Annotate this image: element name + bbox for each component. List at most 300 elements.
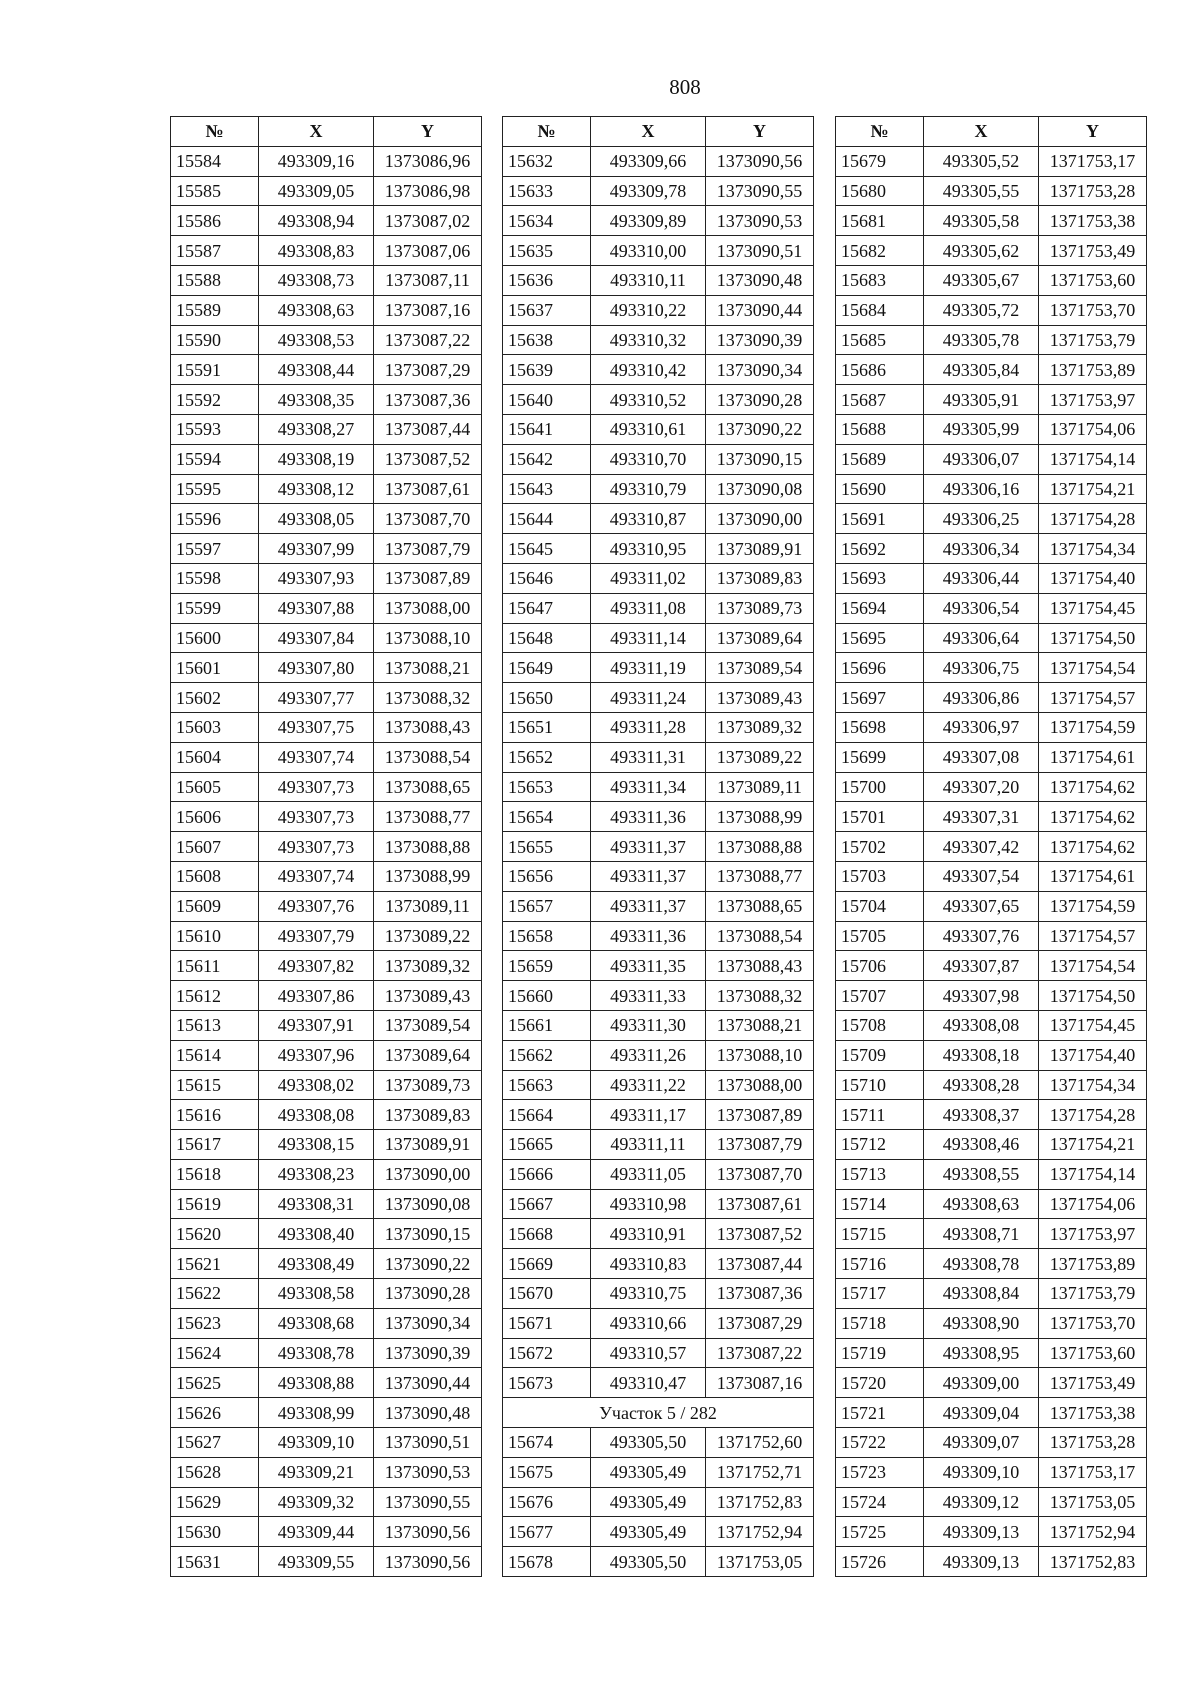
table-row <box>171 1249 482 1279</box>
x-coordinate-cell: 493306,44 <box>924 563 1039 593</box>
point-number-cell: 15634 <box>503 206 591 236</box>
y-coordinate-cell: 1373089,54 <box>706 653 814 683</box>
y-coordinate-cell: 1373087,79 <box>374 534 482 564</box>
point-number-cell: 15698 <box>836 712 924 742</box>
x-coordinate-cell: 493307,76 <box>259 891 374 921</box>
table-row <box>836 295 1147 325</box>
y-coordinate-cell: 1371754,14 <box>1039 444 1147 474</box>
point-number-cell: 15719 <box>836 1338 924 1368</box>
y-coordinate-cell: 1371752,71 <box>706 1457 814 1487</box>
point-number-cell: 15711 <box>836 1100 924 1130</box>
point-number-cell: 15589 <box>171 295 259 325</box>
table-row <box>836 176 1147 206</box>
y-coordinate-cell: 1373088,32 <box>706 981 814 1011</box>
x-coordinate-cell: 493308,55 <box>924 1159 1039 1189</box>
point-number-cell: 15716 <box>836 1249 924 1279</box>
x-coordinate-cell: 493305,91 <box>924 385 1039 415</box>
table-row <box>503 742 814 772</box>
y-coordinate-cell: 1373087,22 <box>706 1338 814 1368</box>
x-coordinate-cell: 493308,78 <box>259 1338 374 1368</box>
point-number-cell: 15678 <box>503 1547 591 1577</box>
y-coordinate-cell: 1373088,54 <box>374 742 482 772</box>
point-number-cell: 15657 <box>503 891 591 921</box>
point-number-cell: 15642 <box>503 444 591 474</box>
y-coordinate-cell: 1371754,34 <box>1039 534 1147 564</box>
x-coordinate-cell: 493308,15 <box>259 1130 374 1160</box>
x-coordinate-cell: 493310,42 <box>591 355 706 385</box>
x-coordinate-cell: 493308,08 <box>924 1010 1039 1040</box>
y-coordinate-cell: 1373089,64 <box>374 1040 482 1070</box>
x-coordinate-cell: 493306,07 <box>924 444 1039 474</box>
x-coordinate-cell: 493309,16 <box>259 146 374 176</box>
x-coordinate-cell: 493311,36 <box>591 802 706 832</box>
table-row <box>171 295 482 325</box>
x-coordinate-cell: 493307,20 <box>924 772 1039 802</box>
table-row <box>836 593 1147 623</box>
y-coordinate-cell: 1373087,70 <box>374 504 482 534</box>
point-number-cell: 15688 <box>836 414 924 444</box>
point-number-cell: 15721 <box>836 1398 924 1428</box>
table-row <box>171 1010 482 1040</box>
point-number-cell: 15696 <box>836 653 924 683</box>
x-coordinate-cell: 493308,68 <box>259 1308 374 1338</box>
x-coordinate-cell: 493307,79 <box>259 921 374 951</box>
page-number: 808 <box>669 75 701 99</box>
y-coordinate-cell: 1371753,17 <box>1039 1457 1147 1487</box>
x-coordinate-cell: 493308,46 <box>924 1130 1039 1160</box>
y-coordinate-cell: 1373089,73 <box>374 1070 482 1100</box>
x-coordinate-cell: 493311,19 <box>591 653 706 683</box>
point-number-cell: 15646 <box>503 563 591 593</box>
table-row <box>836 861 1147 891</box>
table-row <box>171 1547 482 1577</box>
x-coordinate-cell: 493307,65 <box>924 891 1039 921</box>
y-coordinate-cell: 1373090,44 <box>374 1368 482 1398</box>
y-coordinate-cell: 1373089,11 <box>374 891 482 921</box>
x-coordinate-cell: 493305,72 <box>924 295 1039 325</box>
x-coordinate-cell: 493310,47 <box>591 1368 706 1398</box>
x-coordinate-cell: 493310,91 <box>591 1219 706 1249</box>
point-number-cell: 15613 <box>171 1010 259 1040</box>
table-row <box>503 176 814 206</box>
table-row <box>171 385 482 415</box>
y-coordinate-cell: 1373088,65 <box>706 891 814 921</box>
x-coordinate-cell: 493307,82 <box>259 951 374 981</box>
y-coordinate-cell: 1373089,64 <box>706 623 814 653</box>
point-number-cell: 15599 <box>171 593 259 623</box>
point-number-cell: 15622 <box>171 1279 259 1309</box>
x-coordinate-cell: 493311,37 <box>591 891 706 921</box>
point-number-cell: 15666 <box>503 1159 591 1189</box>
x-coordinate-cell: 493308,37 <box>924 1100 1039 1130</box>
x-coordinate-cell: 493307,42 <box>924 832 1039 862</box>
x-coordinate-cell: 493305,49 <box>591 1487 706 1517</box>
table-row <box>836 1547 1147 1577</box>
x-coordinate-cell: 493308,19 <box>259 444 374 474</box>
x-coordinate-cell: 493307,77 <box>259 683 374 713</box>
point-number-cell: 15650 <box>503 683 591 713</box>
table-row <box>503 951 814 981</box>
point-number-cell: 15689 <box>836 444 924 474</box>
x-coordinate-cell: 493311,17 <box>591 1100 706 1130</box>
x-coordinate-cell: 493310,75 <box>591 1279 706 1309</box>
y-coordinate-cell: 1373087,52 <box>374 444 482 474</box>
y-coordinate-cell: 1371753,49 <box>1039 236 1147 266</box>
table-row <box>171 1130 482 1160</box>
table-row <box>836 981 1147 1011</box>
x-coordinate-cell: 493308,27 <box>259 414 374 444</box>
y-coordinate-cell: 1371754,45 <box>1039 1010 1147 1040</box>
point-number-cell: 15701 <box>836 802 924 832</box>
x-coordinate-cell: 493307,74 <box>259 742 374 772</box>
x-coordinate-cell: 493307,80 <box>259 653 374 683</box>
table-row <box>836 534 1147 564</box>
table-row <box>171 474 482 504</box>
table-row <box>503 1040 814 1070</box>
table-row <box>503 1368 814 1398</box>
y-coordinate-cell: 1373087,02 <box>374 206 482 236</box>
table-row <box>503 1428 814 1458</box>
point-number-cell: 15673 <box>503 1368 591 1398</box>
table-row <box>836 1517 1147 1547</box>
table-row <box>171 623 482 653</box>
x-coordinate-cell: 493308,63 <box>259 295 374 325</box>
y-coordinate-cell: 1371753,79 <box>1039 325 1147 355</box>
table-row <box>171 593 482 623</box>
x-coordinate-cell: 493311,36 <box>591 921 706 951</box>
table-row <box>171 236 482 266</box>
table-row <box>171 1159 482 1189</box>
table-row <box>503 921 814 951</box>
header-y: Y <box>1039 117 1147 147</box>
y-coordinate-cell: 1371753,38 <box>1039 1398 1147 1428</box>
y-coordinate-cell: 1371754,61 <box>1039 742 1147 772</box>
x-coordinate-cell: 493311,35 <box>591 951 706 981</box>
x-coordinate-cell: 493308,63 <box>924 1189 1039 1219</box>
table-row <box>836 623 1147 653</box>
table-row <box>171 1308 482 1338</box>
point-number-cell: 15585 <box>171 176 259 206</box>
x-coordinate-cell: 493307,73 <box>259 802 374 832</box>
x-coordinate-cell: 493311,24 <box>591 683 706 713</box>
y-coordinate-cell: 1371754,28 <box>1039 504 1147 534</box>
point-number-cell: 15662 <box>503 1040 591 1070</box>
y-coordinate-cell: 1373087,89 <box>706 1100 814 1130</box>
y-coordinate-cell: 1373089,91 <box>374 1130 482 1160</box>
point-number-cell: 15637 <box>503 295 591 325</box>
y-coordinate-cell: 1371754,28 <box>1039 1100 1147 1130</box>
x-coordinate-cell: 493310,52 <box>591 385 706 415</box>
table-row <box>503 325 814 355</box>
x-coordinate-cell: 493307,31 <box>924 802 1039 832</box>
x-coordinate-cell: 493306,75 <box>924 653 1039 683</box>
table-row <box>503 1457 814 1487</box>
y-coordinate-cell: 1373088,32 <box>374 683 482 713</box>
y-coordinate-cell: 1371754,62 <box>1039 772 1147 802</box>
table-row <box>171 653 482 683</box>
y-coordinate-cell: 1373087,70 <box>706 1159 814 1189</box>
y-coordinate-cell: 1373088,88 <box>706 832 814 862</box>
x-coordinate-cell: 493306,54 <box>924 593 1039 623</box>
point-number-cell: 15625 <box>171 1368 259 1398</box>
table-row <box>171 1368 482 1398</box>
x-coordinate-cell: 493309,66 <box>591 146 706 176</box>
point-number-cell: 15687 <box>836 385 924 415</box>
point-number-cell: 15694 <box>836 593 924 623</box>
x-coordinate-cell: 493305,55 <box>924 176 1039 206</box>
table-row <box>503 802 814 832</box>
point-number-cell: 15616 <box>171 1100 259 1130</box>
y-coordinate-cell: 1373087,29 <box>374 355 482 385</box>
table-row <box>836 325 1147 355</box>
x-coordinate-cell: 493311,37 <box>591 832 706 862</box>
table-row <box>836 921 1147 951</box>
table-row <box>836 206 1147 236</box>
y-coordinate-cell: 1371754,57 <box>1039 921 1147 951</box>
y-coordinate-cell: 1371753,49 <box>1039 1368 1147 1398</box>
table-row <box>503 1487 814 1517</box>
table-row <box>171 1428 482 1458</box>
x-coordinate-cell: 493307,96 <box>259 1040 374 1070</box>
y-coordinate-cell: 1371754,40 <box>1039 563 1147 593</box>
y-coordinate-cell: 1373090,55 <box>706 176 814 206</box>
point-number-cell: 15670 <box>503 1279 591 1309</box>
table-row <box>836 265 1147 295</box>
x-coordinate-cell: 493307,75 <box>259 712 374 742</box>
y-coordinate-cell: 1373090,34 <box>706 355 814 385</box>
x-coordinate-cell: 493311,05 <box>591 1159 706 1189</box>
point-number-cell: 15656 <box>503 861 591 891</box>
point-number-cell: 15610 <box>171 921 259 951</box>
y-coordinate-cell: 1371753,28 <box>1039 176 1147 206</box>
header-row <box>503 117 814 147</box>
point-number-cell: 15671 <box>503 1308 591 1338</box>
point-number-cell: 15587 <box>171 236 259 266</box>
y-coordinate-cell: 1373089,32 <box>706 712 814 742</box>
y-coordinate-cell: 1373088,43 <box>706 951 814 981</box>
point-number-cell: 15598 <box>171 563 259 593</box>
point-number-cell: 15677 <box>503 1517 591 1547</box>
point-number-cell: 15586 <box>171 206 259 236</box>
y-coordinate-cell: 1371753,38 <box>1039 206 1147 236</box>
point-number-cell: 15653 <box>503 772 591 802</box>
point-number-cell: 15664 <box>503 1100 591 1130</box>
x-coordinate-cell: 493308,95 <box>924 1338 1039 1368</box>
x-coordinate-cell: 493309,21 <box>259 1457 374 1487</box>
point-number-cell: 15720 <box>836 1368 924 1398</box>
table-row <box>503 146 814 176</box>
point-number-cell: 15593 <box>171 414 259 444</box>
x-coordinate-cell: 493306,97 <box>924 712 1039 742</box>
y-coordinate-cell: 1371754,06 <box>1039 414 1147 444</box>
y-coordinate-cell: 1373090,08 <box>706 474 814 504</box>
y-coordinate-cell: 1371754,57 <box>1039 683 1147 713</box>
table-body <box>503 146 814 1576</box>
point-number-cell: 15597 <box>171 534 259 564</box>
table-row <box>171 1517 482 1547</box>
point-number-cell: 15592 <box>171 385 259 415</box>
point-number-cell: 15614 <box>171 1040 259 1070</box>
x-coordinate-cell: 493310,79 <box>591 474 706 504</box>
point-number-cell: 15649 <box>503 653 591 683</box>
table-row <box>503 414 814 444</box>
table-row <box>836 802 1147 832</box>
point-number-cell: 15596 <box>171 504 259 534</box>
table-row <box>836 385 1147 415</box>
point-number-cell: 15715 <box>836 1219 924 1249</box>
y-coordinate-cell: 1373087,36 <box>706 1279 814 1309</box>
table-row <box>836 832 1147 862</box>
x-coordinate-cell: 493308,12 <box>259 474 374 504</box>
point-number-cell: 15604 <box>171 742 259 772</box>
point-number-cell: 15718 <box>836 1308 924 1338</box>
table-row <box>836 414 1147 444</box>
point-number-cell: 15617 <box>171 1130 259 1160</box>
y-coordinate-cell: 1373087,44 <box>706 1249 814 1279</box>
y-coordinate-cell: 1373090,48 <box>374 1398 482 1428</box>
x-coordinate-cell: 493310,95 <box>591 534 706 564</box>
x-coordinate-cell: 493309,00 <box>924 1368 1039 1398</box>
point-number-cell: 15630 <box>171 1517 259 1547</box>
point-number-cell: 15713 <box>836 1159 924 1189</box>
table-row <box>503 1219 814 1249</box>
x-coordinate-cell: 493311,37 <box>591 861 706 891</box>
point-number-cell: 15686 <box>836 355 924 385</box>
table-row <box>836 1189 1147 1219</box>
table-row <box>503 832 814 862</box>
y-coordinate-cell: 1371752,94 <box>1039 1517 1147 1547</box>
y-coordinate-cell: 1373088,88 <box>374 832 482 862</box>
point-number-cell: 15594 <box>171 444 259 474</box>
x-coordinate-cell: 493309,12 <box>924 1487 1039 1517</box>
point-number-cell: 15722 <box>836 1428 924 1458</box>
x-coordinate-cell: 493306,25 <box>924 504 1039 534</box>
y-coordinate-cell: 1373086,98 <box>374 176 482 206</box>
table-row <box>171 891 482 921</box>
point-number-cell: 15661 <box>503 1010 591 1040</box>
table-row <box>171 1279 482 1309</box>
y-coordinate-cell: 1373090,22 <box>374 1249 482 1279</box>
point-number-cell: 15692 <box>836 534 924 564</box>
x-coordinate-cell: 493306,16 <box>924 474 1039 504</box>
table-row <box>836 1428 1147 1458</box>
y-coordinate-cell: 1373090,34 <box>374 1308 482 1338</box>
y-coordinate-cell: 1373088,77 <box>374 802 482 832</box>
header-y: Y <box>706 117 814 147</box>
y-coordinate-cell: 1373090,39 <box>706 325 814 355</box>
coordinates-table-right <box>835 116 1147 1577</box>
y-coordinate-cell: 1373087,89 <box>374 563 482 593</box>
y-coordinate-cell: 1371754,54 <box>1039 653 1147 683</box>
table-row <box>836 1487 1147 1517</box>
header-x: X <box>259 117 374 147</box>
table-row <box>836 1398 1147 1428</box>
table-row <box>503 1070 814 1100</box>
point-number-cell: 15659 <box>503 951 591 981</box>
point-number-cell: 15607 <box>171 832 259 862</box>
x-coordinate-cell: 493308,02 <box>259 1070 374 1100</box>
y-coordinate-cell: 1371753,89 <box>1039 1249 1147 1279</box>
y-coordinate-cell: 1371754,59 <box>1039 712 1147 742</box>
table-row <box>503 236 814 266</box>
point-number-cell: 15615 <box>171 1070 259 1100</box>
y-coordinate-cell: 1373087,61 <box>706 1189 814 1219</box>
y-coordinate-cell: 1373089,11 <box>706 772 814 802</box>
y-coordinate-cell: 1373088,10 <box>374 623 482 653</box>
x-coordinate-cell: 493307,84 <box>259 623 374 653</box>
y-coordinate-cell: 1373087,16 <box>706 1368 814 1398</box>
point-number-cell: 15679 <box>836 146 924 176</box>
y-coordinate-cell: 1373089,73 <box>706 593 814 623</box>
x-coordinate-cell: 493310,83 <box>591 1249 706 1279</box>
point-number-cell: 15680 <box>836 176 924 206</box>
x-coordinate-cell: 493311,31 <box>591 742 706 772</box>
table-row <box>503 712 814 742</box>
y-coordinate-cell: 1373089,43 <box>374 981 482 1011</box>
point-number-cell: 15682 <box>836 236 924 266</box>
table-row <box>503 1189 814 1219</box>
y-coordinate-cell: 1371754,62 <box>1039 832 1147 862</box>
point-number-cell: 15709 <box>836 1040 924 1070</box>
table-row <box>836 1070 1147 1100</box>
table-row <box>171 206 482 236</box>
table-row <box>171 683 482 713</box>
point-number-cell: 15626 <box>171 1398 259 1428</box>
y-coordinate-cell: 1371753,70 <box>1039 1308 1147 1338</box>
table-row <box>503 444 814 474</box>
table-row <box>503 1517 814 1547</box>
y-coordinate-cell: 1373089,54 <box>374 1010 482 1040</box>
point-number-cell: 15591 <box>171 355 259 385</box>
table-row <box>171 414 482 444</box>
x-coordinate-cell: 493307,93 <box>259 563 374 593</box>
x-coordinate-cell: 493309,04 <box>924 1398 1039 1428</box>
table-row <box>171 265 482 295</box>
x-coordinate-cell: 493309,32 <box>259 1487 374 1517</box>
point-number-cell: 15619 <box>171 1189 259 1219</box>
x-coordinate-cell: 493311,08 <box>591 593 706 623</box>
point-number-cell: 15612 <box>171 981 259 1011</box>
y-coordinate-cell: 1371753,60 <box>1039 1338 1147 1368</box>
point-number-cell: 15647 <box>503 593 591 623</box>
point-number-cell: 15623 <box>171 1308 259 1338</box>
point-number-cell: 15629 <box>171 1487 259 1517</box>
table-row <box>836 891 1147 921</box>
point-number-cell: 15588 <box>171 265 259 295</box>
point-number-cell: 15690 <box>836 474 924 504</box>
header-x: X <box>591 117 706 147</box>
y-coordinate-cell: 1373088,99 <box>706 802 814 832</box>
x-coordinate-cell: 493311,28 <box>591 712 706 742</box>
point-number-cell: 15590 <box>171 325 259 355</box>
header-num: № <box>503 117 591 147</box>
y-coordinate-cell: 1373087,44 <box>374 414 482 444</box>
x-coordinate-cell: 493308,84 <box>924 1279 1039 1309</box>
table-row <box>171 802 482 832</box>
table-row <box>503 1547 814 1577</box>
y-coordinate-cell: 1373089,83 <box>374 1100 482 1130</box>
table-row <box>503 563 814 593</box>
table-row <box>836 1308 1147 1338</box>
table-row <box>171 921 482 951</box>
x-coordinate-cell: 493308,28 <box>924 1070 1039 1100</box>
x-coordinate-cell: 493305,50 <box>591 1428 706 1458</box>
table-row <box>503 295 814 325</box>
x-coordinate-cell: 493308,71 <box>924 1219 1039 1249</box>
table-row <box>836 1279 1147 1309</box>
table-row <box>836 772 1147 802</box>
x-coordinate-cell: 493307,99 <box>259 534 374 564</box>
